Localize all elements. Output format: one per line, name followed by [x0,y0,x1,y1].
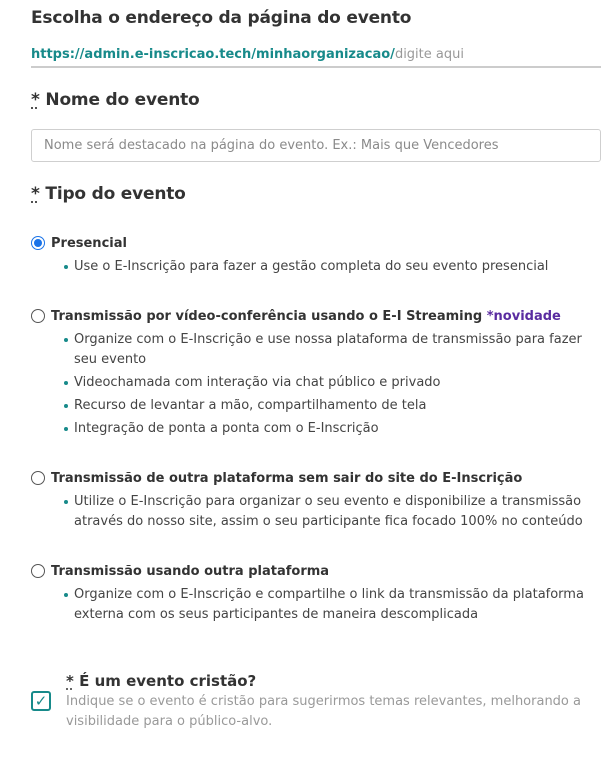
option-label: Presencial [51,235,127,251]
list-item: Videochamada com interação via chat público e privado [74,373,601,393]
check-icon: ✓ [34,692,48,710]
radio-embedded[interactable] [31,471,45,485]
option-label: Transmissão usando outra plataforma [51,563,330,579]
list-item: Recurso de levantar a mão, compartilhamento de tela [74,396,601,416]
url-section-title: Escolha o endereço da página do evento [31,8,412,28]
list-item: Organize com o E-Inscrição e compartilhe o link da transmissão da plataforma externa com os seus participantes de maneira descomplicada [74,585,601,625]
radio-presencial[interactable] [31,236,45,250]
radio-streaming[interactable] [31,309,45,323]
option-label: Transmissão por vídeo-conferência usando o E-I Streaming *novidade [51,308,561,324]
event-type-title [31,184,186,204]
option-label: Transmissão de outra plataforma sem sair do site do E-Inscrição [51,470,523,486]
required-mark: * [66,672,74,690]
christian-event-title [66,672,256,690]
radio-external[interactable] [31,564,45,578]
christian-event-checkbox[interactable] [31,691,51,711]
christian-event-label: É um evento cristão? [79,672,257,690]
event-type-option-embedded[interactable] [31,469,601,535]
list-item: Organize com o E-Inscrição e use nossa plataforma de transmissão para fazer seu evento [74,330,601,370]
novidade-badge: *novidade [486,308,561,324]
event-type-option-external[interactable] [31,562,601,628]
event-name-title [31,90,200,110]
url-row [31,47,601,68]
event-type-option-presencial[interactable] [31,234,601,280]
list-item: Integração de ponta a ponta com o E-Inscrição [74,419,601,439]
url-prefix: https://admin.e-inscricao.tech/minhaorganizacao/ [31,47,395,62]
required-mark: * [31,90,40,110]
required-mark: * [31,184,40,204]
event-type-label: Tipo do evento [45,184,186,204]
christian-event-hint: Indique se o evento é cristão para sugerirmos temas relevantes, melhorando a visibilidade para o público-alvo. [66,694,581,729]
event-type-option-streaming[interactable] [31,307,601,442]
list-item: Utilize o E-Inscrição para organizar o seu evento e disponibilize a transmissão através do nosso site, assim o seu participante fica focado 100% no conteúdo [74,492,601,532]
event-name-input[interactable] [31,129,601,162]
url-slug-input[interactable] [395,47,545,62]
list-item: Use o E-Inscrição para fazer a gestão completa do seu evento presencial [74,257,601,277]
event-name-label: Nome do evento [45,90,200,110]
